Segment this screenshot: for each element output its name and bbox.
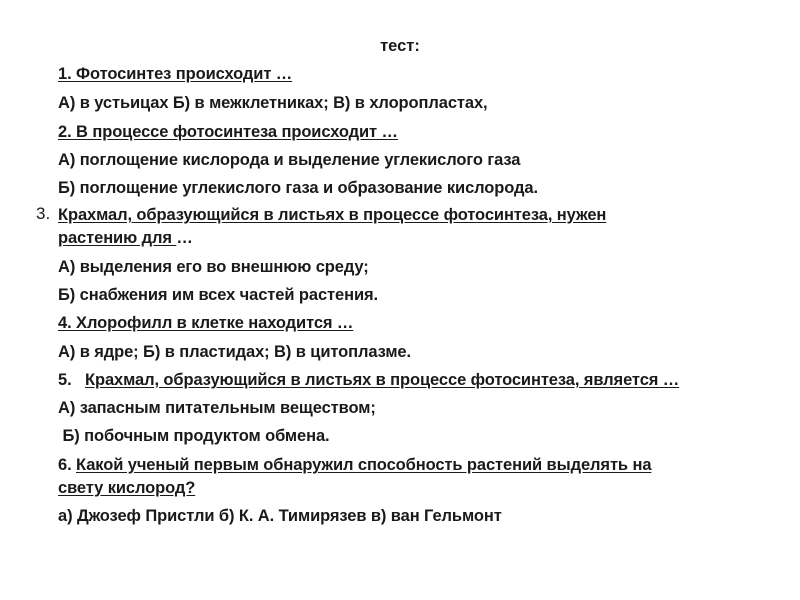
question-5-number: 5. [58,371,86,389]
question-2: 2. В процессе фотосинтеза происходит … [58,123,398,141]
question-3-option-b: Б) снабжения им всех частей растения. [58,286,379,304]
question-1-options: А) в устьицах Б) в межклетниках; В) в хлоропластах, [58,94,488,112]
question-1: 1. Фотосинтез происходит … [58,65,293,83]
question-3-option-a: А) выделения его во внешнюю среду; [58,258,369,276]
question-5-option-a: А) запасным питательным веществом; [58,399,376,417]
question-3-line-2-tail: … [176,229,193,247]
question-6-line-1 [58,454,651,476]
question-5-option-b: Б) побочным продуктом обмена. [58,427,330,445]
question-6-options: а) Джозеф Пристли б) К. А. Тимирязев в) ван Гельмонт [58,507,502,525]
page-title: тест: [380,37,420,55]
question-3-line-1: Крахмал, образующийся в листьях в процессе фотосинтеза, нужен [58,206,607,224]
question-6-text: Какой ученый первым обнаружил способность растений выделять на [76,456,652,474]
question-3-line-2 [58,227,193,249]
question-5 [58,369,679,391]
question-2-option-b: Б) поглощение углекислого газа и образование кислорода. [58,179,538,197]
question-4-options: А) в ядре; Б) в пластидах; В) в цитоплазме. [58,343,411,361]
question-6-number: 6. [58,456,77,474]
question-5-text: Крахмал, образующийся в листьях в процессе фотосинтеза, является … [85,371,680,389]
question-2-option-a: А) поглощение кислорода и выделение углекислого газа [58,151,521,169]
question-3-line-2-underlined: растению для [58,229,177,247]
question-4: 4. Хлорофилл в клетке находится … [58,314,354,332]
question-6-line-2: свету кислород? [58,479,196,497]
question-3-number: 3. [36,204,51,223]
